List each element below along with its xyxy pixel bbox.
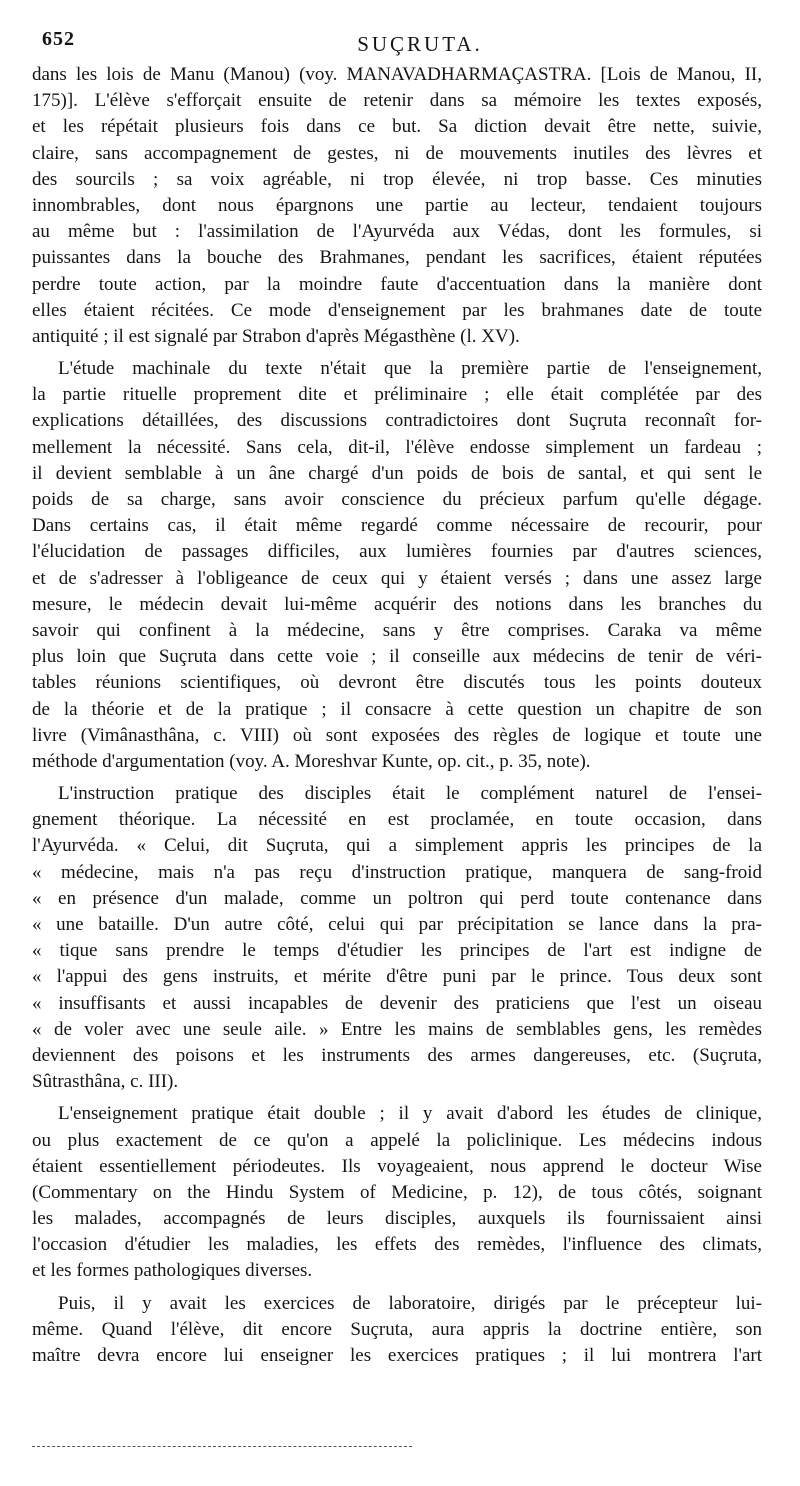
text-line: Puis, il y avait les exercices de laboratoire, dirigés par le précepteur lui- <box>58 1292 762 1314</box>
text-line: et de s'adresser à l'obligeance de ceux qui y étaient versés ; dans une assez large <box>32 567 762 589</box>
text-line: (Commentary on the Hindu System of Medicine, p. 12), de tous côtés, soignant <box>32 1181 762 1203</box>
text-line: antiquité ; il est signalé par Strabon d'après Mégasthène (l. XV). <box>32 325 520 347</box>
paragraph <box>32 356 762 775</box>
text-line: L'étude machinale du texte n'était que la première partie de l'enseignement, <box>58 358 762 380</box>
text-line: innombrables, dont nous épargnons une partie au lecteur, tendaient toujours <box>32 194 762 216</box>
text-line: mellement la nécessité. Sans cela, dit-il, l'élève endosse simplement un fardeau ; <box>32 436 762 458</box>
text-line: gnement théorique. La nécessité en est proclamée, en toute occasion, dans <box>32 809 762 831</box>
text-line: de la théorie et de la pratique ; il consacre à cette question un chapitre de son <box>32 698 762 720</box>
text-line: ou plus exactement de ce qu'on a appelé la policlinique. Les médecins indous <box>32 1129 762 1151</box>
footer-rule <box>32 1446 412 1447</box>
running-head: SUÇRUTA. <box>357 32 483 56</box>
text-line: mesure, le médecin devait lui-même acquérir des notions dans les branches du <box>32 593 762 615</box>
text-line: étaient essentiellement périodeutes. Ils voyageaient, nous apprend le docteur Wise <box>32 1155 762 1177</box>
text-line: « insuffisants et aussi incapables de devenir des praticiens que l'est un oiseau <box>32 992 762 1014</box>
text-line: l'Ayurvéda. « Celui, dit Suçruta, qui a simplement appris les principes de la <box>32 835 762 857</box>
text-line: « l'appui des gens instruits, et mérite d'être puni par le prince. Tous deux sont <box>32 966 762 988</box>
text-line: « de voler avec une seule aile. » Entre les mains de semblables gens, les remèdes <box>32 1018 762 1040</box>
paragraph <box>32 781 762 1095</box>
text-line: et les formes pathologiques diverses. <box>32 1260 313 1282</box>
text-line: Dans certains cas, il était même regardé comme nécessaire de recourir, pour <box>32 515 762 537</box>
text-line: méthode d'argumentation (voy. A. Moreshvar Kunte, op. cit., p. 35, note). <box>32 750 591 772</box>
text-line: perdre toute action, par la moindre faute d'accentuation dans la manière dont <box>32 273 762 295</box>
text-line: plus loin que Suçruta dans cette voie ; il conseille aux médecins de tenir de véri- <box>32 646 762 668</box>
paragraph <box>32 1101 762 1284</box>
text-line: l'occasion d'étudier les maladies, les effets des remèdes, l'influence des climats, <box>32 1234 762 1256</box>
text-line: « tique sans prendre le temps d'étudier les principes de l'art est indigne de <box>32 940 762 962</box>
text-line: au même but : l'assimilation de l'Ayurvéda aux Védas, dont les formules, si <box>32 221 762 243</box>
text-line: dans les lois de Manu (Manou) (voy. MANAVADHARMAÇASTRA. [Lois de Manou, II, <box>32 64 762 85</box>
text-line: L'enseignement pratique était double ; il y avait d'abord les études de clinique, <box>58 1103 762 1125</box>
paragraph <box>32 62 762 350</box>
text-line: l'élucidation de passages difficiles, aux lumières fournies par d'autres sciences, <box>32 541 762 563</box>
body-text <box>32 62 762 1369</box>
text-line: 175)]. L'élève s'efforçait ensuite de retenir dans sa mémoire les textes exposés, <box>32 90 762 112</box>
page-header <box>40 16 760 56</box>
text-line: « une bataille. D'un autre côté, celui qui par précipitation se lance dans la pra- <box>32 914 762 935</box>
text-line: explications détaillées, des discussions contradictoires dont Suçruta reconnaît for- <box>32 410 762 432</box>
text-line: « médecine, mais n'a pas reçu d'instruction pratique, manquera de sang-froid <box>32 861 762 883</box>
text-line: et les répétait plusieurs fois dans ce but. Sa diction devait être nette, suivie, <box>32 116 762 138</box>
text-line: savoir qui confinent à la médecine, sans y être comprises. Caraka va même <box>32 619 762 641</box>
text-line: « en présence d'un malade, comme un poltron qui perd toute contenance dans <box>32 887 762 909</box>
text-line: livre (Vimânasthâna, c. VIII) où sont exposées des règles de logique et toute une <box>32 724 762 746</box>
paragraph <box>32 1291 762 1370</box>
text-line: poids de sa charge, sans avoir conscience du précieux parfum qu'elle dégage. <box>32 489 762 510</box>
text-line: L'instruction pratique des disciples était le complément naturel de l'ensei- <box>58 783 762 805</box>
page-number: 652 <box>42 28 75 50</box>
text-line: claire, sans accompagnement de gestes, ni de mouvements inutiles des lèvres et <box>32 142 762 164</box>
text-line: il devient semblable à un âne chargé d'un poids de bois de santal, et qui sent le <box>32 462 762 484</box>
text-line: la partie rituelle proprement dite et préliminaire ; elle était complétée par des <box>32 384 762 406</box>
text-line: maître devra encore lui enseigner les exercices pratiques ; il lui montrera l'art <box>32 1345 762 1366</box>
text-line: même. Quand l'élève, dit encore Suçruta, aura appris la doctrine entière, son <box>32 1318 762 1340</box>
text-line: tables réunions scientifiques, où devront être discutés tous les points douteux <box>32 672 762 694</box>
text-line: elles étaient récitées. Ce mode d'enseignement par les brahmanes date de toute <box>32 299 762 321</box>
text-line: deviennent des poisons et les instruments des armes dangereuses, etc. (Suçruta, <box>32 1044 762 1066</box>
text-line: puissantes dans la bouche des Brahmanes, pendant les sacrifices, étaient réputées <box>32 247 762 269</box>
text-line: Sûtrasthâna, c. III). <box>32 1071 179 1093</box>
text-line: les malades, accompagnés de leurs disciples, auxquels ils fournissaient ainsi <box>32 1208 762 1230</box>
text-line: des sourcils ; sa voix agréable, ni trop élevée, ni trop basse. Ces minuties <box>32 168 762 190</box>
